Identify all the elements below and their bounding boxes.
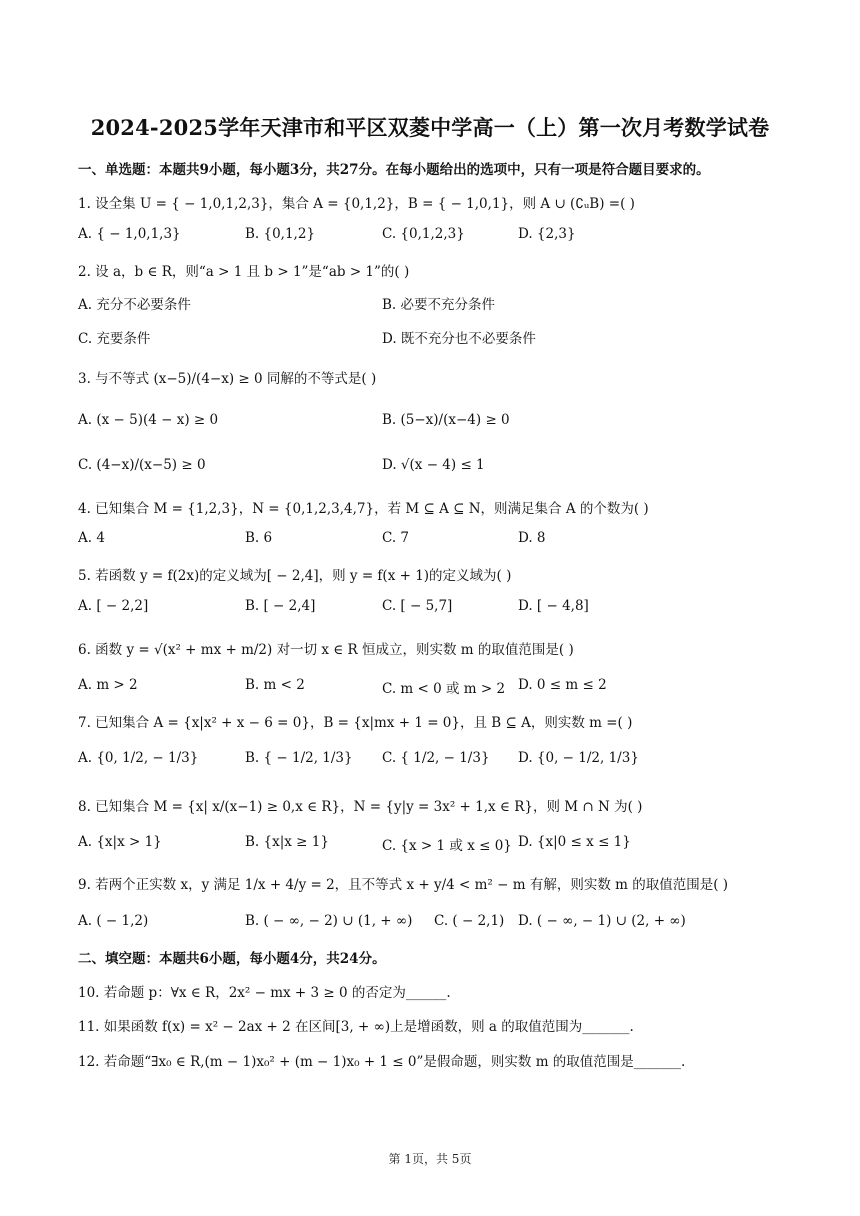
question-8-stem: 8. 已知集合 M = {x| x/(x−1) ≥ 0,x ∈ R}，N = {y|y = 3x² + 1,x ∈ R}，则 M ∩ N 为( ) <box>78 799 643 815</box>
question-8-option-a: A. {x|x > 1} <box>78 834 162 850</box>
section-heading-fill-in: 二、填空题：本题共6小题，每小题4分，共24分。 <box>78 951 386 967</box>
question-3-option-c: C. (4−x)/(x−5) ≥ 0 <box>78 457 206 473</box>
question-5-option-b: B. [ − 2,4] <box>245 598 316 614</box>
question-7-option-b: B. { − 1/2, 1/3} <box>245 750 353 766</box>
question-1-option-a: A. { − 1,0,1,3} <box>78 226 181 242</box>
question-5-option-a: A. [ − 2,2] <box>78 598 149 614</box>
question-7-option-a: A. {0, 1/2, − 1/3} <box>78 750 199 766</box>
question-1-option-c: C. {0,1,2,3} <box>382 226 465 242</box>
question-8-option-b: B. {x|x ≥ 1} <box>245 834 329 850</box>
question-3-option-b: B. (5−x)/(x−4) ≥ 0 <box>382 412 510 428</box>
question-2-option-a: A. 充分不必要条件 <box>78 297 191 313</box>
page-footer: 第 1页，共 5页 <box>388 1152 472 1166</box>
question-10-stem: 10. 若命题 p：∀x ∈ R，2x² − mx + 3 ≥ 0 的否定为______. <box>78 985 451 1001</box>
question-4-stem: 4. 已知集合 M = {1,2,3}，N = {0,1,2,3,4,7}，若 M ⊆ A ⊆ N，则满足集合 A 的个数为( ) <box>78 501 649 517</box>
question-9-option-d: D. ( − ∞, − 1) ∪ (2, + ∞) <box>518 913 686 929</box>
question-2-stem: 2. 设 a，b ∈ R，则“a > 1 且 b > 1”是“ab > 1”的( ) <box>78 264 410 280</box>
question-6-stem: 6. 函数 y = √(x² + mx + m/2) 对一切 x ∈ R 恒成立，则实数 m 的取值范围是( ) <box>78 642 574 658</box>
question-7-option-c: C. { 1/2, − 1/3} <box>382 750 490 766</box>
question-5-stem: 5. 若函数 y = f(2x)的定义域为[ − 2,4]，则 y = f(x + 1)的定义域为( ) <box>78 568 512 584</box>
question-9-stem: 9. 若两个正实数 x，y 满足 1/x + 4/y = 2，且不等式 x + y/4 < m² − m 有解，则实数 m 的取值范围是( ) <box>78 877 729 893</box>
question-9-option-a: A. ( − 1,2) <box>78 913 149 929</box>
question-4-option-d: D. 8 <box>518 530 546 546</box>
question-6-option-d: D. 0 ≤ m ≤ 2 <box>518 677 607 693</box>
question-5-option-d: D. [ − 4,8] <box>518 598 589 614</box>
question-6-option-b: B. m < 2 <box>245 677 305 693</box>
question-3-option-a: A. (x − 5)(4 − x) ≥ 0 <box>78 412 219 428</box>
question-1-stem: 1. 设全集 U = { − 1,0,1,2,3}，集合 A = {0,1,2}，B = { − 1,0,1}，则 A ∪ (∁ᵤB) =( ) <box>78 196 635 212</box>
question-12-stem: 12. 若命题“∃x₀ ∈ R,(m − 1)x₀² + (m − 1)x₀ + 1 ≤ 0”是假命题，则实数 m 的取值范围是_______. <box>78 1054 686 1070</box>
question-8-option-c: C. {x > 1 或 x ≤ 0} <box>382 838 512 854</box>
question-9-option-c: C. ( − 2,1) <box>434 913 505 929</box>
question-6-option-a: A. m > 2 <box>78 677 138 693</box>
question-4-option-a: A. 4 <box>78 530 105 546</box>
question-9-option-b: B. ( − ∞, − 2) ∪ (1, + ∞) <box>245 913 413 929</box>
question-3-option-d: D. √(x − 4) ≤ 1 <box>382 457 485 473</box>
question-6-option-c: C. m < 0 或 m > 2 <box>382 681 506 697</box>
question-2-option-c: C. 充要条件 <box>78 331 151 347</box>
question-7-option-d: D. {0, − 1/2, 1/3} <box>518 750 639 766</box>
question-8-option-d: D. {x|0 ≤ x ≤ 1} <box>518 834 631 850</box>
question-3-stem: 3. 与不等式 (x−5)/(4−x) ≥ 0 同解的不等式是( ) <box>78 371 377 387</box>
question-4-option-c: C. 7 <box>382 530 410 546</box>
question-11-stem: 11. 如果函数 f(x) = x² − 2ax + 2 在区间[3, + ∞)上是增函数，则 a 的取值范围为_______. <box>78 1019 634 1035</box>
question-1-option-d: D. {2,3} <box>518 226 576 242</box>
question-5-option-c: C. [ − 5,7] <box>382 598 453 614</box>
section-heading-single-choice: 一、单选题：本题共9小题，每小题3分，共27分。在每小题给出的选项中，只有一项是符合题目要求的。 <box>78 162 710 178</box>
question-2-option-d: D. 既不充分也不必要条件 <box>382 331 536 347</box>
question-2-option-b: B. 必要不充分条件 <box>382 297 496 313</box>
question-4-option-b: B. 6 <box>245 530 273 546</box>
question-1-option-b: B. {0,1,2} <box>245 226 316 242</box>
page-title: 2024-2025学年天津市和平区双菱中学高一（上）第一次月考数学试卷 <box>90 115 770 140</box>
question-7-stem: 7. 已知集合 A = {x|x² + x − 6 = 0}，B = {x|mx + 1 = 0}，且 B ⊆ A，则实数 m =( ) <box>78 715 633 731</box>
